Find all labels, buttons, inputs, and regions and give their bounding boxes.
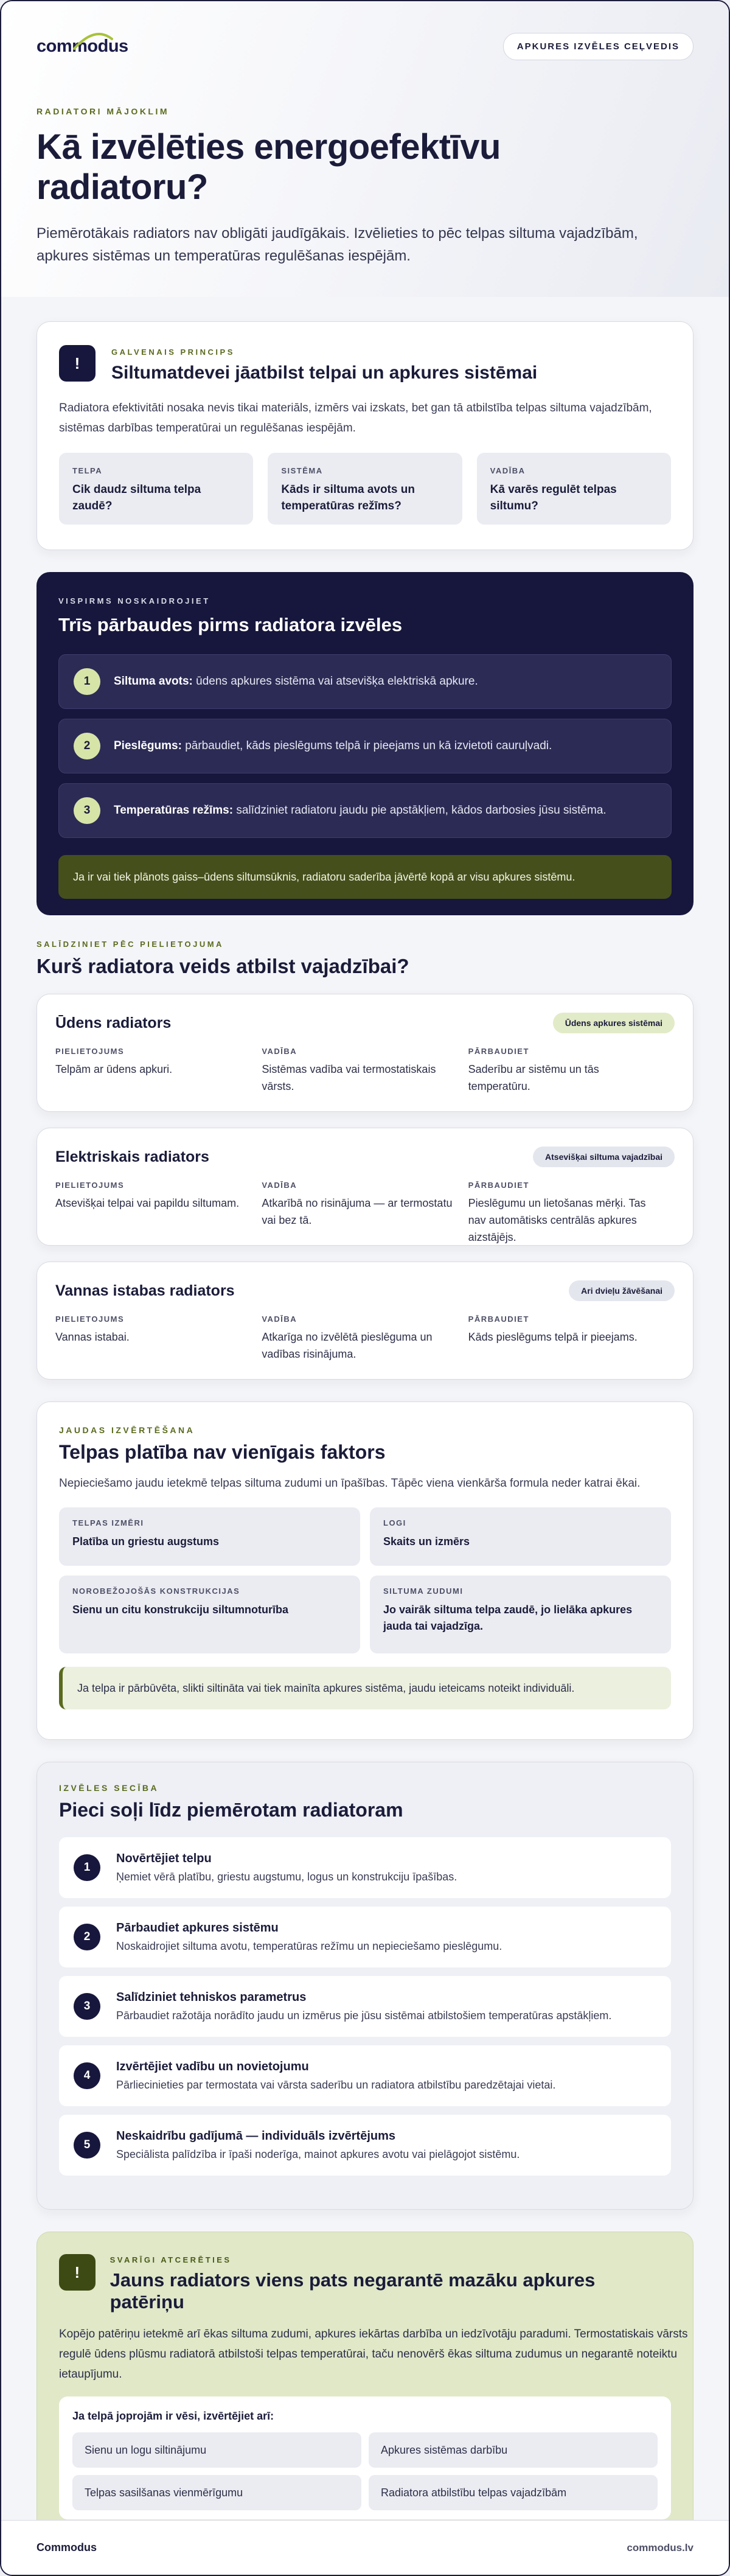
sizing-eyebrow: JAUDAS IZVĒRTĒŠANA xyxy=(59,1425,195,1435)
evaluate-factor: Radiatora atbilstību telpas vajadzībām xyxy=(369,2475,658,2510)
check-label: Temperatūras režīms: xyxy=(114,804,234,817)
step-description: Ņemiet vērā platību, griestu augstumu, logus un konstrukciju īpašības. xyxy=(116,1871,457,1883)
sizing-factor-value: Skaits un izmērs xyxy=(383,1535,470,1548)
top-bar xyxy=(36,33,693,60)
sizing-factor-value: Platība un griestu augstums xyxy=(72,1535,220,1548)
types-title: Kurš radiatora veids atbilst vajadzībai? xyxy=(36,955,409,977)
sizing-factor-label: LOGI xyxy=(383,1518,406,1527)
check-item xyxy=(58,783,672,838)
guide-button[interactable]: APKURES IZVĒLES CEĻVEDIS xyxy=(503,33,693,60)
steps-title: Pieci soļi līdz piemērotam radiatoram xyxy=(59,1799,403,1821)
principle-item-sistema xyxy=(268,453,462,525)
type-detail-value: Atkarībā no risinājuma — ar termostatu vai bez tā. xyxy=(262,1197,453,1226)
step-title: Novērtējiet telpu xyxy=(116,1852,212,1865)
evaluate-factor: Telpas sasilšanas vienmērīgumu xyxy=(72,2475,361,2510)
type-detail-label: PĀRBAUDIET xyxy=(468,1047,529,1056)
type-detail xyxy=(262,1047,468,1095)
hero-lead: Piemērotākais radiators nav obligāti jaudīgākais. Izvēlieties to pēc telpas siltuma vajadzībām, apkures sistēmas un temperatūras regulēšanas iespējām. xyxy=(36,225,638,264)
type-title: Ūdens radiators xyxy=(55,1014,172,1031)
step-item xyxy=(59,1976,671,2037)
type-detail-label: PIELIETOJUMS xyxy=(55,1047,125,1056)
logo[interactable] xyxy=(36,37,128,57)
type-card-header xyxy=(55,1013,675,1033)
type-details xyxy=(55,1047,675,1095)
type-tag: Ūdens apkures sistēmai xyxy=(553,1013,675,1033)
principle-eyebrow: GALVENAIS PRINCIPS xyxy=(111,347,235,357)
check-description: ūdens apkures sistēma vai atsevišķa elektriskā apkure. xyxy=(192,675,478,688)
principle-items xyxy=(59,453,671,525)
check-text xyxy=(114,804,607,817)
steps-card xyxy=(36,1762,693,2210)
sizing-factor xyxy=(59,1576,360,1653)
principle-item-label: VADĪBA xyxy=(490,466,526,475)
sizing-factor-label: NOROBEŽOJOŠĀS KONSTRUKCIJAS xyxy=(72,1586,240,1596)
step-item xyxy=(59,2045,671,2106)
principle-item-value: Kāds ir siltuma avots un temperatūras režīms? xyxy=(281,483,415,512)
check-text xyxy=(114,739,552,753)
type-card-header xyxy=(55,1280,675,1301)
type-title: Vannas istabas radiators xyxy=(55,1282,235,1299)
step-number-badge: 3 xyxy=(74,797,100,824)
page-title-line-1: Kā izvēlēties energoefektīvu xyxy=(36,127,501,167)
evaluate-question: Ja telpā joprojām ir vēsi, izvērtējiet arī: xyxy=(72,2410,274,2422)
step-item xyxy=(59,1837,671,1898)
check-description: salīdziniet radiatoru jaudu pie apstākļiem, kādos darbosies jūsu sistēma. xyxy=(233,804,607,817)
step-title: Neskaidrību gadījumā — individuāls izvērtējums xyxy=(116,2129,396,2143)
step-number-badge: 2 xyxy=(74,733,100,759)
step-title: Salīdziniet tehniskos parametrus xyxy=(116,1991,307,2004)
type-details xyxy=(55,1314,675,1363)
type-detail xyxy=(468,1314,675,1363)
evaluate-box xyxy=(59,2396,671,2519)
sizing-factors xyxy=(59,1507,671,1653)
check-label: Pieslēgums: xyxy=(114,739,182,752)
principle-title: Siltumatdevei jāatbilst telpai un apkures sistēmai xyxy=(111,363,538,383)
step-number-badge: 2 xyxy=(74,1924,100,1950)
check-label: Siltuma avots: xyxy=(114,675,193,688)
type-detail xyxy=(55,1047,262,1095)
page-title xyxy=(36,127,693,208)
type-detail-label: PIELIETOJUMS xyxy=(55,1314,125,1324)
type-detail-value: Saderību ar sistēmu un tās temperatūru. xyxy=(468,1063,599,1092)
footer-site-link[interactable]: commodus.lv xyxy=(627,2541,693,2553)
checks-panel xyxy=(36,572,693,915)
type-detail-value: Telpām ar ūdens apkuri. xyxy=(55,1063,173,1075)
sizing-factor-label: SILTUMA ZUDUMI xyxy=(383,1586,464,1596)
principle-item-value: Cik daudz siltuma telpa zaudē? xyxy=(72,483,201,512)
principle-item-label: SISTĒMA xyxy=(281,466,323,475)
types-header xyxy=(36,940,693,978)
type-detail xyxy=(55,1181,262,1246)
logo-arc-icon xyxy=(72,30,114,52)
type-detail-label: PĀRBAUDIET xyxy=(468,1314,529,1324)
type-detail-value: Sistēmas vadība vai termostatiskais vārsts. xyxy=(262,1063,436,1092)
type-tag: Ari dvieļu žāvēšanai xyxy=(569,1280,675,1301)
types-eyebrow: SALĪDZINIET PĒC PIELIETOJUMA xyxy=(36,940,224,949)
step-number-badge: 1 xyxy=(74,1854,100,1881)
footer xyxy=(1,2520,729,2575)
type-detail xyxy=(468,1181,675,1246)
hero-eyebrow: RADIATORI MĀJOKLIM xyxy=(36,106,170,116)
radiator-type-card-bathroom xyxy=(36,1262,693,1380)
type-detail xyxy=(262,1181,468,1246)
principle-item-telpa xyxy=(59,453,253,525)
hero-header xyxy=(1,1,729,297)
sizing-note: Ja telpa ir pārbūvēta, slikti siltināta vai tiek mainīta apkures sistēma, jaudu ieteicams noteikt individuāli. xyxy=(59,1667,671,1709)
remember-description: Kopējo patēriņu ietekmē arī ēkas siltuma zudumi, apkures iekārtas darbība un iedzīvotāju paradumi. Termostatiskais vārsts regulē ūdens plūsmu radiatorā atbilstoši telpas temperatūrai, taču nenovērš ēkas siltuma zudumus un negarantē noteiktu ietaupījumu. xyxy=(59,2328,688,2381)
type-detail-label: PĀRBAUDIET xyxy=(468,1181,529,1190)
check-item xyxy=(58,719,672,773)
step-description: Noskaidrojiet siltuma avotu, temperatūras režīmu un nepieciešamo pieslēgumu. xyxy=(116,1940,502,1952)
principle-header xyxy=(59,345,671,383)
type-tag: Atsevišķai siltuma vajadzībai xyxy=(533,1147,675,1167)
type-detail-label: VADĪBA xyxy=(262,1047,297,1056)
type-detail-label: PIELIETOJUMS xyxy=(55,1181,125,1190)
type-card-header xyxy=(55,1147,675,1167)
radiator-type-card-water xyxy=(36,994,693,1112)
check-description: pārbaudiet, kāds pieslēgums telpā ir pieejams un kā izvietoti cauruļvadi. xyxy=(181,739,552,752)
type-detail-value: Pieslēgumu un lietošanas mērķi. Tas nav automātisks centrālās apkures aizstājējs. xyxy=(468,1197,646,1243)
sizing-factor xyxy=(370,1576,671,1653)
sizing-factor-value: Sienu un citu konstrukciju siltumnoturība xyxy=(72,1604,289,1616)
step-description: Pārliecinieties par termostata vai vārsta saderību un radiatora atbilstību paredzētajai vietai. xyxy=(116,2079,556,2091)
exclamation-icon: ! xyxy=(59,2254,96,2291)
type-detail-label: VADĪBA xyxy=(262,1181,297,1190)
steps-list xyxy=(59,1837,671,2176)
type-detail xyxy=(55,1314,262,1363)
page-title-line-2: radiatoru? xyxy=(36,167,208,207)
exclamation-icon: ! xyxy=(59,345,96,382)
type-detail-value: Atkarīga no izvēlētā pieslēguma un vadības risinājuma. xyxy=(262,1331,433,1360)
check-text xyxy=(114,675,478,688)
radiator-type-card-electric xyxy=(36,1128,693,1246)
checks-eyebrow: VISPIRMS NOSKAIDROJIET xyxy=(58,596,210,606)
logo-text: commodus xyxy=(36,37,128,56)
remember-panel xyxy=(36,2232,693,2548)
principle-card xyxy=(36,321,693,550)
evaluate-factor: Sienu un logu siltinājumu xyxy=(72,2432,361,2468)
footer-brand: Commodus xyxy=(36,2541,97,2553)
step-number-badge: 4 xyxy=(74,2062,100,2089)
type-detail-value: Vannas istabai. xyxy=(55,1331,130,1343)
principle-item-vadiba xyxy=(477,453,671,525)
sizing-card xyxy=(36,1401,693,1740)
step-description: Pārbaudiet ražotāja norādīto jaudu un izmērus pie jūsu sistēmai atbilstošiem temperatūras apstākļiem. xyxy=(116,2009,612,2022)
step-number-badge: 5 xyxy=(74,2132,100,2159)
type-title: Elektriskais radiators xyxy=(55,1148,209,1165)
type-detail xyxy=(262,1314,468,1363)
heat-pump-note: Ja ir vai tiek plānots gaiss–ūdens siltumsūknis, radiatoru saderība jāvērtē kopā ar visu apkures sistēmu. xyxy=(58,855,672,899)
sizing-factor xyxy=(59,1507,360,1566)
step-number-badge: 1 xyxy=(74,668,100,695)
type-detail-label: VADĪBA xyxy=(262,1314,297,1324)
step-number-badge: 3 xyxy=(74,1993,100,2020)
step-description: Speciālista palīdzība ir īpaši noderīga, mainot apkures avotu vai pielāgojot sistēmu. xyxy=(116,2148,520,2160)
check-item xyxy=(58,654,672,709)
type-detail-value: Atsevišķai telpai vai papildu siltumam. xyxy=(55,1197,240,1209)
type-details xyxy=(55,1181,675,1246)
principle-item-label: TELPA xyxy=(72,466,103,475)
evaluate-factors xyxy=(72,2432,658,2510)
remember-eyebrow: SVARĪGI ATCERĒTIES xyxy=(109,2255,232,2264)
step-item xyxy=(59,1907,671,1967)
step-title: Pārbaudiet apkures sistēmu xyxy=(116,1921,279,1935)
principle-item-value: Kā varēs regulēt telpas siltumu? xyxy=(490,483,617,512)
remember-title: Jauns radiators viens pats negarantē mazāku apkures patēriņu xyxy=(109,2269,596,2312)
principle-description: Radiatora efektivitāti nosaka nevis tikai materiāls, izmērs vai izskats, bet gan tā atbilstība telpas siltuma vajadzībām, sistēmas darbības temperatūrai un regulēšanas iespējām. xyxy=(59,402,652,435)
checks-list xyxy=(58,654,672,838)
sizing-description: Nepieciešamo jaudu ietekmē telpas siltuma zudumi un īpašības. Tāpēc viena vienkārša formula neder katrai ēkai. xyxy=(59,1477,641,1490)
sizing-factor xyxy=(370,1507,671,1566)
sizing-factor-label: TELPAS IZMĒRI xyxy=(72,1518,144,1527)
type-detail xyxy=(468,1047,675,1095)
type-detail-value: Kāds pieslēgums telpā ir pieejams. xyxy=(468,1331,638,1343)
step-item xyxy=(59,2115,671,2176)
sizing-title: Telpas platība nav vienīgais faktors xyxy=(59,1441,386,1463)
remember-header xyxy=(59,2254,671,2313)
checks-title: Trīs pārbaudes pirms radiatora izvēles xyxy=(58,614,403,635)
sizing-factor-value: Jo vairāk siltuma telpa zaudē, jo lielāka apkures jauda tai vajadzīga. xyxy=(383,1604,633,1632)
step-title: Izvērtējiet vadību un novietojumu xyxy=(116,2060,309,2073)
evaluate-factor: Apkures sistēmas darbību xyxy=(369,2432,658,2468)
steps-eyebrow: IZVĒLES SECĪBA xyxy=(59,1783,159,1793)
